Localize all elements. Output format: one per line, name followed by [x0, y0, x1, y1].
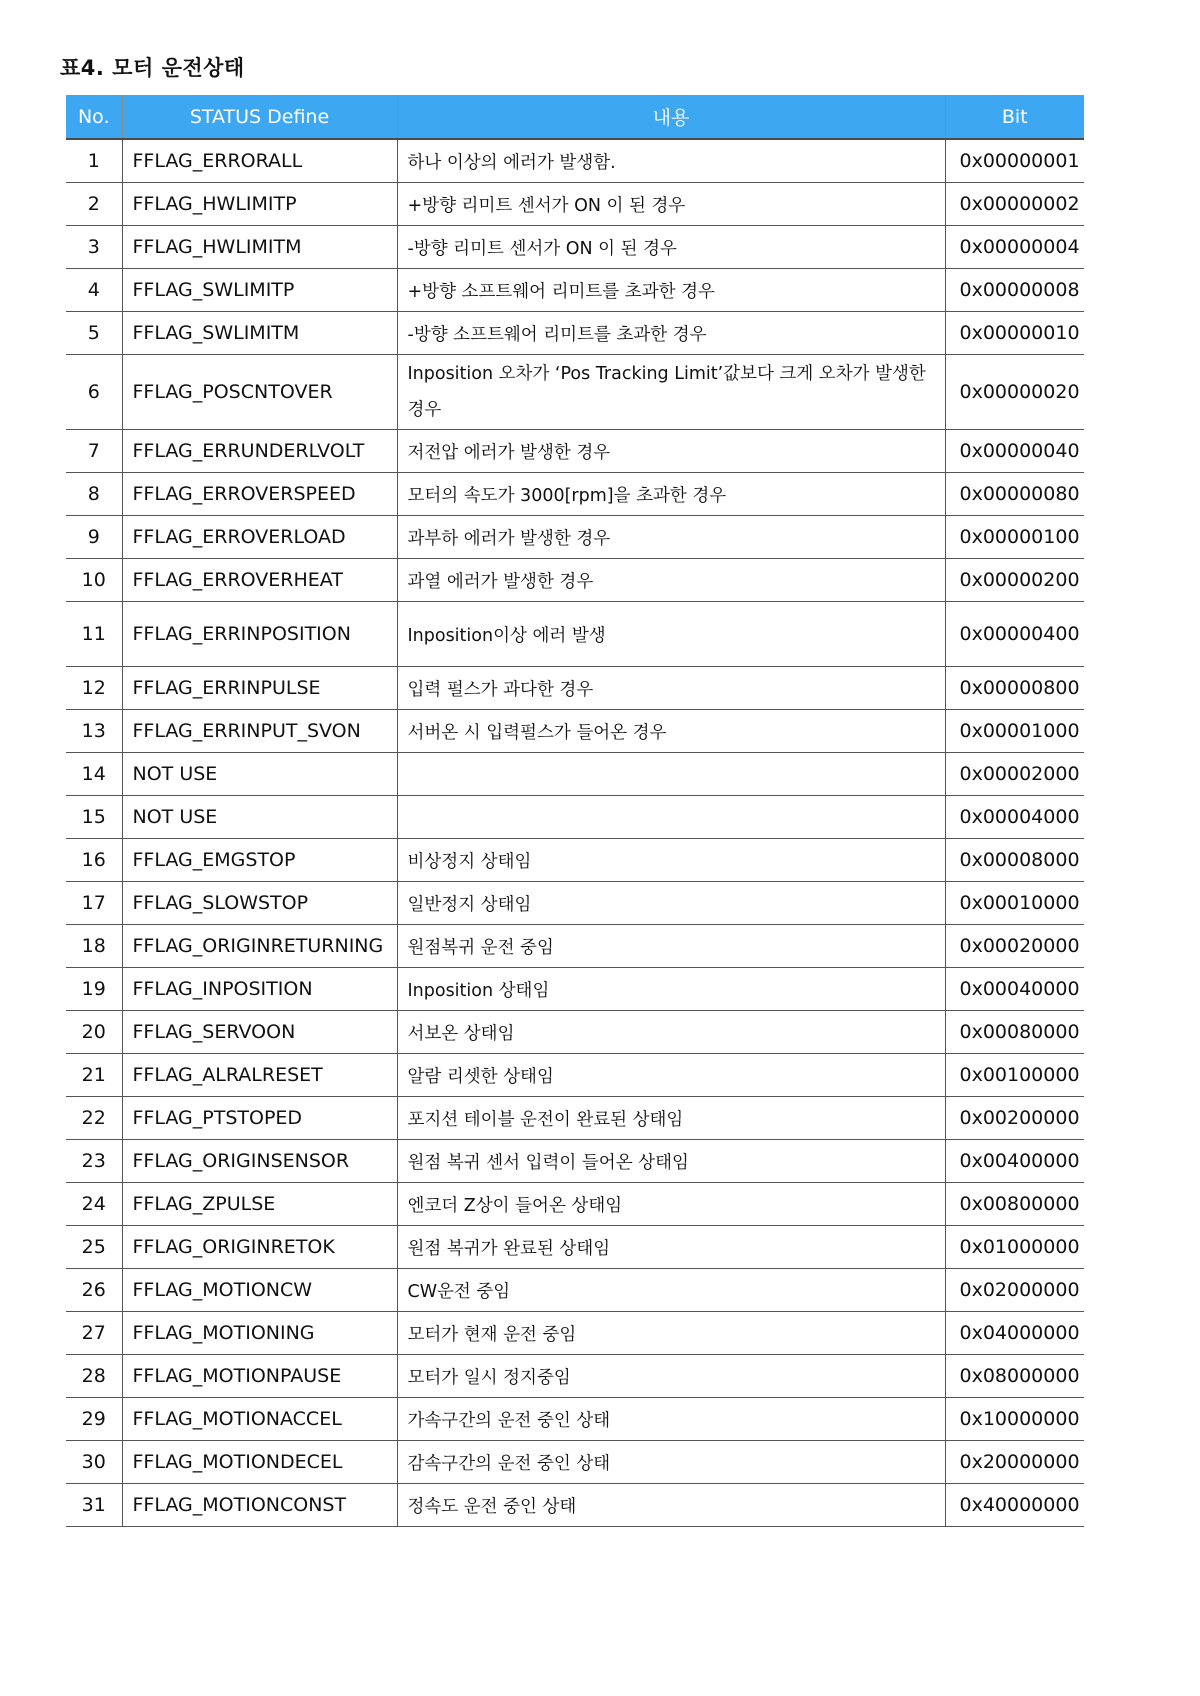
- table-row: [66, 430, 1084, 473]
- table-row: [66, 516, 1084, 559]
- table-row: [66, 183, 1084, 226]
- table-row: [66, 226, 1084, 269]
- bit-value-cell: 0x00000020: [945, 355, 1084, 430]
- row-number: 1: [66, 139, 122, 183]
- table-row: [66, 139, 1084, 183]
- status-define-cell: FFLAG_MOTIONDECEL: [122, 1441, 397, 1484]
- row-number: 10: [66, 559, 122, 602]
- description-cell: 과열 에러가 발생한 경우: [397, 559, 945, 602]
- row-number: 30: [66, 1441, 122, 1484]
- table-row: [66, 1398, 1084, 1441]
- header-no: No.: [66, 95, 122, 139]
- row-number: 2: [66, 183, 122, 226]
- description-cell: 가속구간의 운전 중인 상태: [397, 1398, 945, 1441]
- status-define-cell: FFLAG_MOTIONING: [122, 1312, 397, 1355]
- status-define-cell: FFLAG_EMGSTOP: [122, 839, 397, 882]
- description-cell: +방향 리미트 센서가 ON 이 된 경우: [397, 183, 945, 226]
- status-define-cell: FFLAG_HWLIMITM: [122, 226, 397, 269]
- description-cell: 서버온 시 입력펄스가 들어온 경우: [397, 710, 945, 753]
- description-cell: 모터가 현재 운전 중임: [397, 1312, 945, 1355]
- header-row: [66, 95, 1084, 139]
- bit-value-cell: 0x00080000: [945, 1011, 1084, 1054]
- bit-value-cell: 0x00000001: [945, 139, 1084, 183]
- status-define-cell: FFLAG_ERRINPULSE: [122, 667, 397, 710]
- row-number: 22: [66, 1097, 122, 1140]
- row-number: 24: [66, 1183, 122, 1226]
- table-row: [66, 667, 1084, 710]
- description-cell: 원점 복귀 센서 입력이 들어온 상태임: [397, 1140, 945, 1183]
- table-row: [66, 602, 1084, 667]
- description-cell: -방향 소프트웨어 리미트를 초과한 경우: [397, 312, 945, 355]
- bit-value-cell: 0x00002000: [945, 753, 1084, 796]
- status-define-cell: FFLAG_MOTIONCW: [122, 1269, 397, 1312]
- status-define-cell: FFLAG_POSCNTOVER: [122, 355, 397, 430]
- row-number: 28: [66, 1355, 122, 1398]
- row-number: 19: [66, 968, 122, 1011]
- description-cell: [397, 796, 945, 839]
- table-row: [66, 559, 1084, 602]
- bit-value-cell: 0x20000000: [945, 1441, 1084, 1484]
- table-row: [66, 1054, 1084, 1097]
- row-number: 21: [66, 1054, 122, 1097]
- description-cell: 알람 리셋한 상태임: [397, 1054, 945, 1097]
- description-cell: -방향 리미트 센서가 ON 이 된 경우: [397, 226, 945, 269]
- table-row: [66, 1097, 1084, 1140]
- row-number: 11: [66, 602, 122, 667]
- status-define-cell: FFLAG_SERVOON: [122, 1011, 397, 1054]
- row-number: 6: [66, 355, 122, 430]
- table-row: [66, 1226, 1084, 1269]
- row-number: 27: [66, 1312, 122, 1355]
- status-define-cell: FFLAG_ERRINPUT_SVON: [122, 710, 397, 753]
- bit-value-cell: 0x04000000: [945, 1312, 1084, 1355]
- row-number: 4: [66, 269, 122, 312]
- row-number: 17: [66, 882, 122, 925]
- bit-value-cell: 0x00040000: [945, 968, 1084, 1011]
- bit-value-cell: 0x00004000: [945, 796, 1084, 839]
- status-define-cell: FFLAG_HWLIMITP: [122, 183, 397, 226]
- table-row: [66, 710, 1084, 753]
- row-number: 3: [66, 226, 122, 269]
- table-row: [66, 312, 1084, 355]
- table-row: [66, 1011, 1084, 1054]
- table-row: [66, 1441, 1084, 1484]
- bit-value-cell: 0x00000200: [945, 559, 1084, 602]
- table-row: [66, 473, 1084, 516]
- description-cell: 원점복귀 운전 중임: [397, 925, 945, 968]
- bit-value-cell: 0x00000100: [945, 516, 1084, 559]
- row-number: 20: [66, 1011, 122, 1054]
- table-row: [66, 796, 1084, 839]
- row-number: 26: [66, 1269, 122, 1312]
- table-row: [66, 355, 1084, 430]
- status-define-cell: FFLAG_ORIGINRETURNING: [122, 925, 397, 968]
- table-row: [66, 839, 1084, 882]
- row-number: 5: [66, 312, 122, 355]
- status-define-cell: FFLAG_PTSTOPED: [122, 1097, 397, 1140]
- status-define-cell: FFLAG_SWLIMITP: [122, 269, 397, 312]
- status-define-cell: FFLAG_MOTIONCONST: [122, 1484, 397, 1527]
- page-title: 표4. 모터 운전상태: [60, 56, 245, 80]
- status-define-cell: FFLAG_ERROVERHEAT: [122, 559, 397, 602]
- bit-value-cell: 0x00008000: [945, 839, 1084, 882]
- status-table: [66, 95, 1084, 1527]
- status-define-cell: FFLAG_ORIGINRETOK: [122, 1226, 397, 1269]
- bit-value-cell: 0x00000008: [945, 269, 1084, 312]
- header-bit: Bit: [945, 95, 1084, 139]
- description-cell: 일반정지 상태임: [397, 882, 945, 925]
- table-row: [66, 1484, 1084, 1527]
- status-define-cell: NOT USE: [122, 753, 397, 796]
- bit-value-cell: 0x10000000: [945, 1398, 1084, 1441]
- status-define-cell: FFLAG_ERROVERSPEED: [122, 473, 397, 516]
- table-row: [66, 1183, 1084, 1226]
- row-number: 18: [66, 925, 122, 968]
- description-cell: 하나 이상의 에러가 발생함.: [397, 139, 945, 183]
- header-description: 내용: [397, 95, 945, 139]
- status-define-cell: FFLAG_ZPULSE: [122, 1183, 397, 1226]
- status-define-cell: FFLAG_ALRALRESET: [122, 1054, 397, 1097]
- bit-value-cell: 0x00100000: [945, 1054, 1084, 1097]
- description-cell: 정속도 운전 중인 상태: [397, 1484, 945, 1527]
- row-number: 12: [66, 667, 122, 710]
- bit-value-cell: 0x40000000: [945, 1484, 1084, 1527]
- row-number: 8: [66, 473, 122, 516]
- table-row: [66, 968, 1084, 1011]
- description-cell: 저전압 에러가 발생한 경우: [397, 430, 945, 473]
- row-number: 13: [66, 710, 122, 753]
- status-define-cell: FFLAG_INPOSITION: [122, 968, 397, 1011]
- bit-value-cell: 0x00020000: [945, 925, 1084, 968]
- description-cell: 모터가 일시 정지중임: [397, 1355, 945, 1398]
- row-number: 31: [66, 1484, 122, 1527]
- bit-value-cell: 0x02000000: [945, 1269, 1084, 1312]
- bit-value-cell: 0x00000080: [945, 473, 1084, 516]
- header-status-define: STATUS Define: [122, 95, 397, 139]
- bit-value-cell: 0x00000040: [945, 430, 1084, 473]
- table-row: [66, 1355, 1084, 1398]
- row-number: 7: [66, 430, 122, 473]
- table-row: [66, 925, 1084, 968]
- description-cell: 서보온 상태임: [397, 1011, 945, 1054]
- row-number: 14: [66, 753, 122, 796]
- status-define-cell: FFLAG_SLOWSTOP: [122, 882, 397, 925]
- status-define-cell: FFLAG_SWLIMITM: [122, 312, 397, 355]
- status-define-cell: FFLAG_ORIGINSENSOR: [122, 1140, 397, 1183]
- description-cell: 비상정지 상태임: [397, 839, 945, 882]
- status-define-cell: FFLAG_ERRINPOSITION: [122, 602, 397, 667]
- bit-value-cell: 0x00001000: [945, 710, 1084, 753]
- description-cell: 감속구간의 운전 중인 상태: [397, 1441, 945, 1484]
- description-cell: CW운전 중임: [397, 1269, 945, 1312]
- status-define-cell: NOT USE: [122, 796, 397, 839]
- description-cell: 엔코더 Z상이 들어온 상태임: [397, 1183, 945, 1226]
- description-cell: Inposition이상 에러 발생: [397, 602, 945, 667]
- status-define-cell: FFLAG_MOTIONACCEL: [122, 1398, 397, 1441]
- table-row: [66, 1312, 1084, 1355]
- bit-value-cell: 0x00200000: [945, 1097, 1084, 1140]
- table-body: [66, 139, 1084, 1527]
- bit-value-cell: 0x00800000: [945, 1183, 1084, 1226]
- row-number: 9: [66, 516, 122, 559]
- description-cell: 과부하 에러가 발생한 경우: [397, 516, 945, 559]
- bit-value-cell: 0x08000000: [945, 1355, 1084, 1398]
- status-define-cell: FFLAG_ERROVERLOAD: [122, 516, 397, 559]
- description-cell: 포지션 테이블 운전이 완료된 상태임: [397, 1097, 945, 1140]
- description-cell: 원점 복귀가 완료된 상태임: [397, 1226, 945, 1269]
- bit-value-cell: 0x00000400: [945, 602, 1084, 667]
- description-cell: Inposition 상태임: [397, 968, 945, 1011]
- table-row: [66, 882, 1084, 925]
- description-cell: Inposition 오차가 ‘Pos Tracking Limit’값보다 크게 오차가 발생한 경우: [397, 355, 945, 430]
- row-number: 16: [66, 839, 122, 882]
- status-define-cell: FFLAG_ERRUNDERLVOLT: [122, 430, 397, 473]
- row-number: 23: [66, 1140, 122, 1183]
- description-cell: [397, 753, 945, 796]
- table-row: [66, 753, 1084, 796]
- status-define-cell: FFLAG_ERRORALL: [122, 139, 397, 183]
- description-cell: +방향 소프트웨어 리미트를 초과한 경우: [397, 269, 945, 312]
- bit-value-cell: 0x00000800: [945, 667, 1084, 710]
- row-number: 25: [66, 1226, 122, 1269]
- description-cell: 모터의 속도가 3000[rpm]을 초과한 경우: [397, 473, 945, 516]
- table-row: [66, 269, 1084, 312]
- bit-value-cell: 0x00400000: [945, 1140, 1084, 1183]
- row-number: 29: [66, 1398, 122, 1441]
- bit-value-cell: 0x00000002: [945, 183, 1084, 226]
- row-number: 15: [66, 796, 122, 839]
- bit-value-cell: 0x00000004: [945, 226, 1084, 269]
- bit-value-cell: 0x00010000: [945, 882, 1084, 925]
- status-define-cell: FFLAG_MOTIONPAUSE: [122, 1355, 397, 1398]
- bit-value-cell: 0x01000000: [945, 1226, 1084, 1269]
- description-cell: 입력 펄스가 과다한 경우: [397, 667, 945, 710]
- table-row: [66, 1269, 1084, 1312]
- table-row: [66, 1140, 1084, 1183]
- bit-value-cell: 0x00000010: [945, 312, 1084, 355]
